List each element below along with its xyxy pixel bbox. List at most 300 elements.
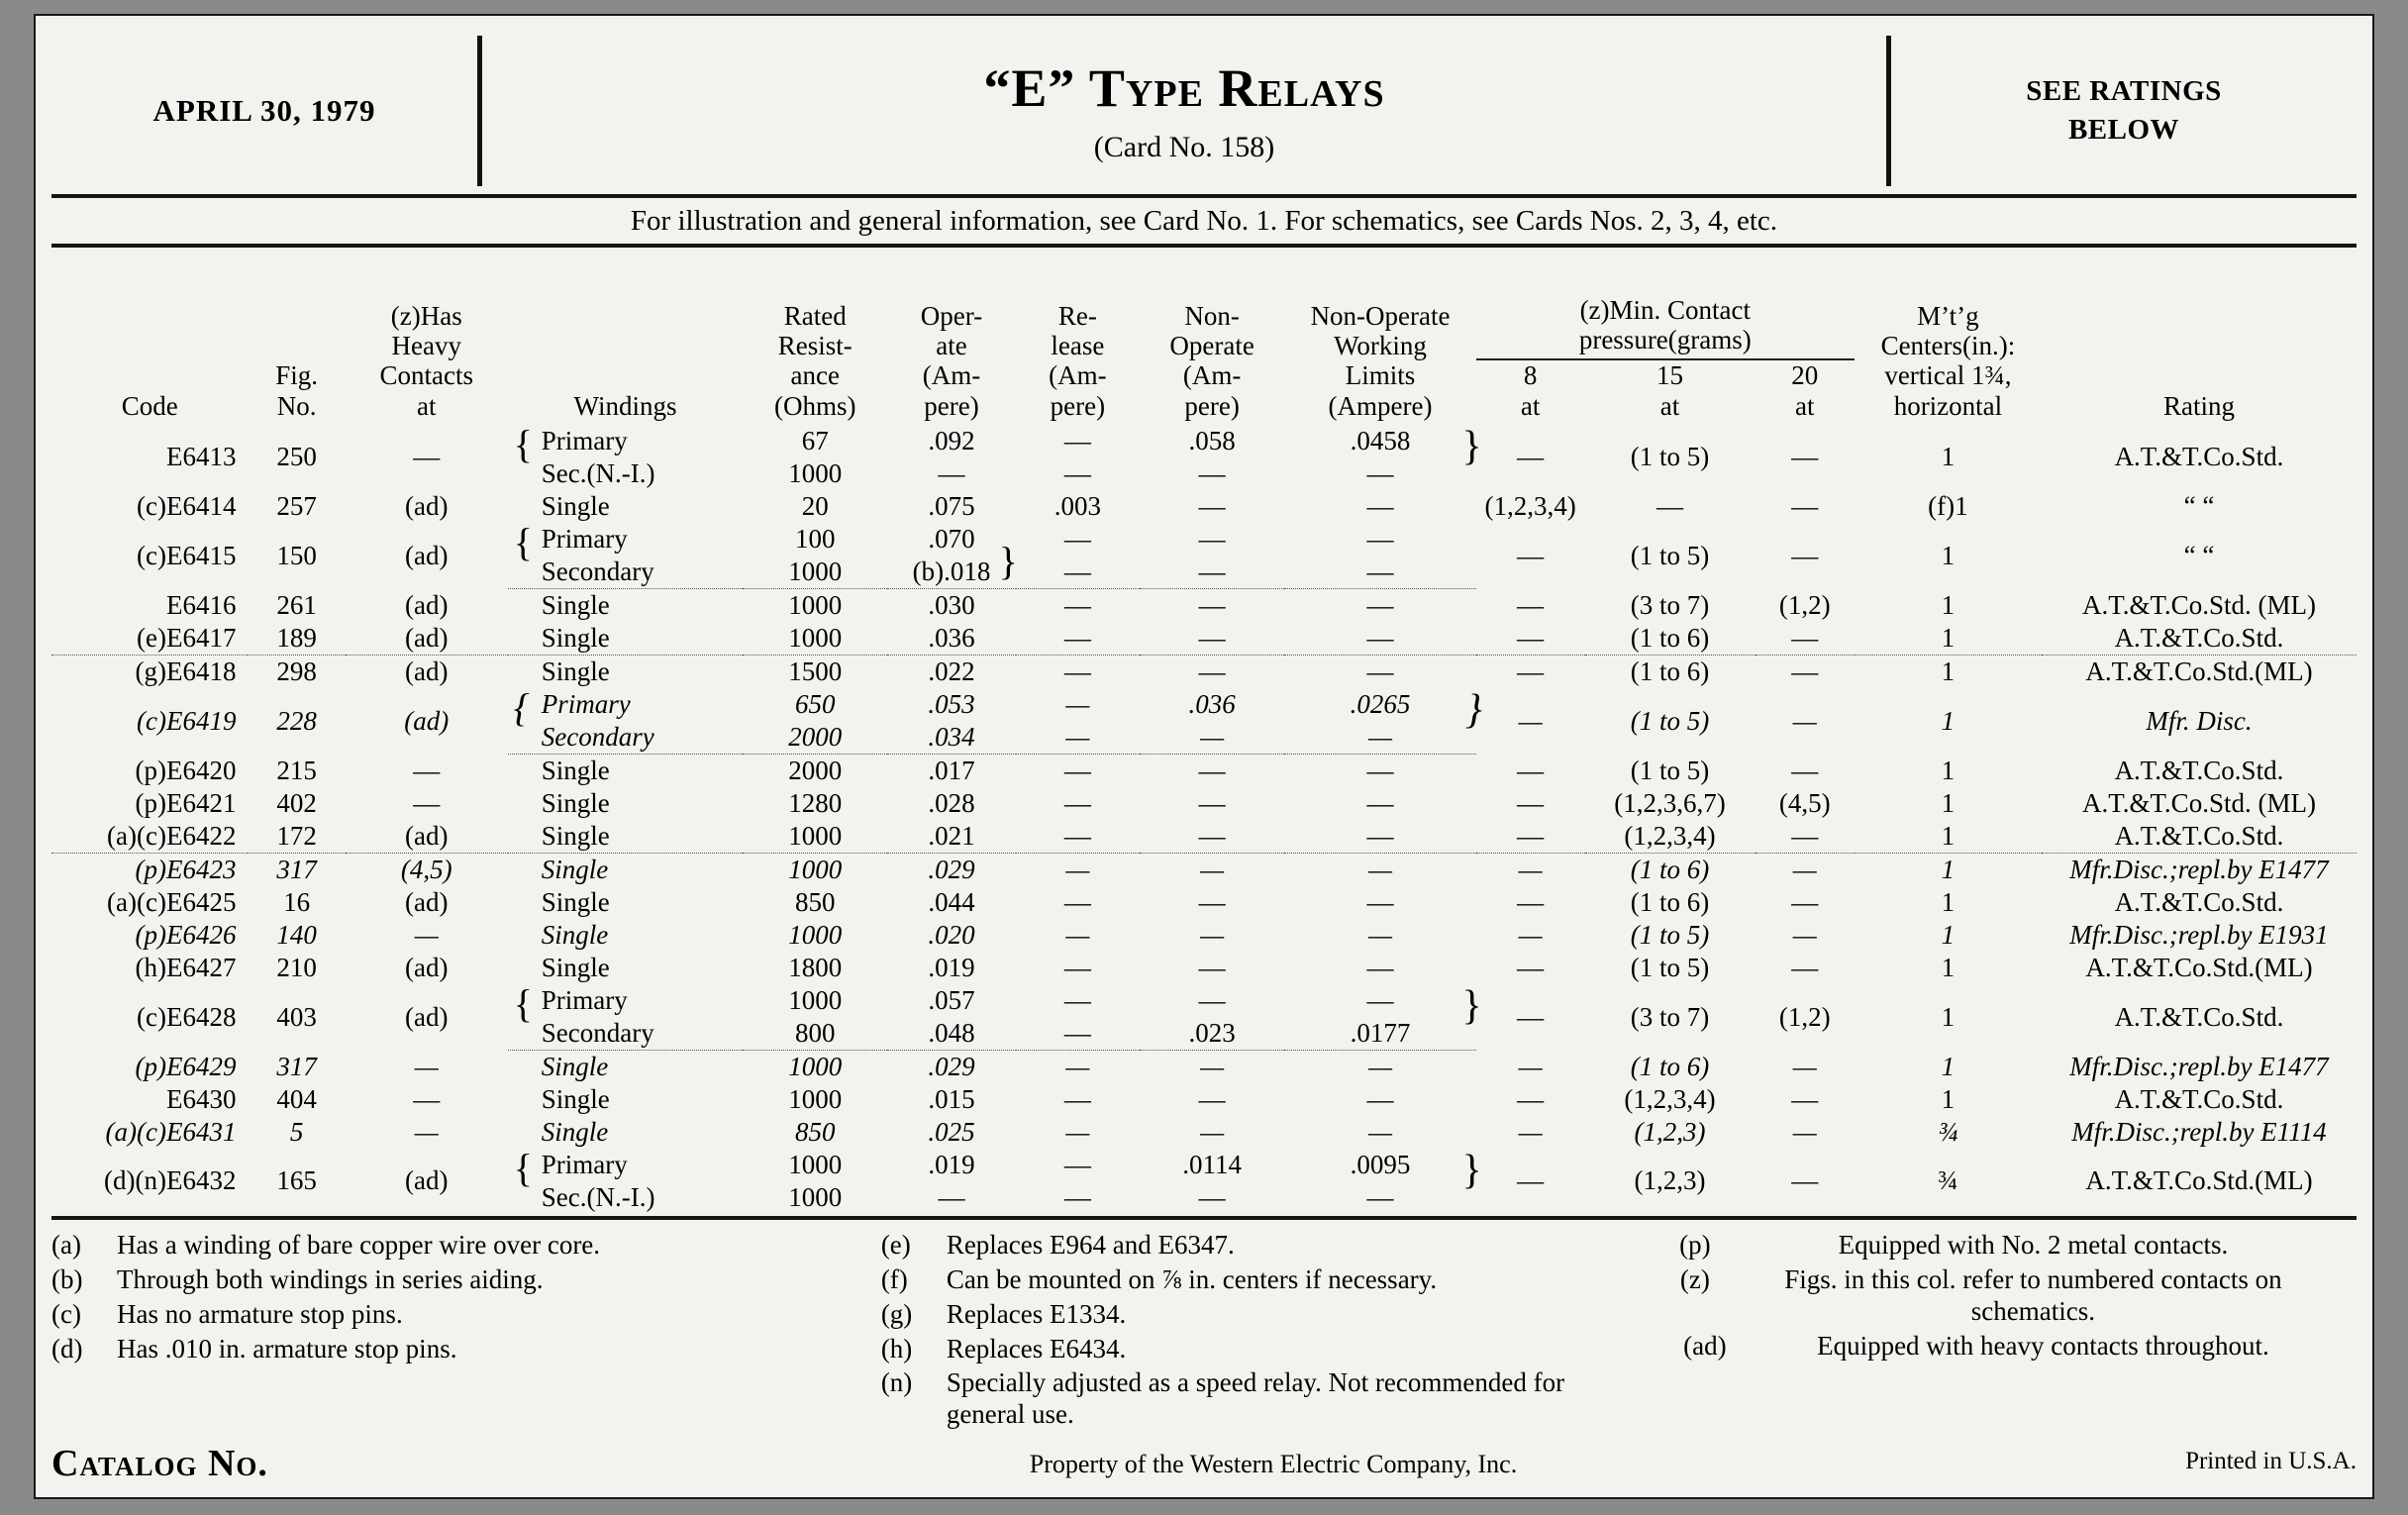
footnote-key: (a) [51,1229,81,1260]
footnote-item [51,1230,863,1262]
cell-non-operate: — [1198,523,1226,554]
cell-winding: Single [541,886,610,917]
cell-mounting-centers: 1 [1941,1001,1956,1032]
cell-heavy-contacts: (ad) [405,656,449,686]
cell-fig-no: 150 [276,540,317,570]
cell-fig-no: 317 [276,854,317,884]
cell-operate: .057 [928,984,975,1015]
cell-code: (p)E6423 [135,854,237,884]
cell-operate: .034 [887,721,1016,755]
cell-fig-no: 228 [276,705,317,736]
cell-pressure-20: — [1791,540,1819,570]
cell-rating: A.T.&T.Co.Std. [2042,622,2357,656]
table-row[interactable] [51,1116,2357,1149]
cell-release: — [1016,622,1140,656]
cell-heavy-contacts: — [414,1116,439,1147]
footnote-item [881,1299,1645,1331]
cell-rating: A.T.&T.Co.Std. [2114,886,2284,917]
cell-pressure-8: — [1517,755,1545,785]
header-date: APRIL 30, 1979 [152,93,376,128]
footnote-text: Can be mounted on ⅞ in. centers if necessary. [946,1263,1438,1294]
cell-winding: Single [541,490,610,521]
cell-operate: .030 [928,589,975,620]
cell-rating: A.T.&T.Co.Std. [2114,1001,2284,1032]
cell-operate: .025 [928,1116,975,1147]
cell-winding: Secondary [508,1017,744,1051]
cell-non-operate: — [1198,589,1226,620]
cell-non-operate: — [1140,820,1285,854]
cell-non-operate: — [1198,755,1226,785]
cell-mounting-centers: 1 [1941,1051,1956,1081]
footnote-text: Has a winding of bare copper wire over core. [117,1229,601,1260]
cell-operate: .053 [928,688,975,719]
cell-operate: .020 [928,919,975,950]
cell-code: (a)(c)E6431 [105,1116,237,1147]
cell-pressure-15: (3 to 7) [1630,589,1710,620]
header-title-block [482,28,1886,194]
cell-heavy-contacts: (ad) [404,705,450,736]
col-code: Code [121,390,178,421]
cell-code: E6430 [165,1083,237,1114]
cell-operate: .028 [928,787,975,818]
cell-pressure-15: (1 to 6) [1630,886,1710,917]
cell-non-operate-working-limits: — [1366,523,1394,554]
cell-resistance: 1000 [788,457,843,488]
cell-non-operate: — [1140,556,1285,589]
footnote-text: Through both windings in series aiding. [117,1263,544,1294]
cell-pressure-15: (1 to 5) [1630,755,1710,785]
table-header-row [51,248,2357,359]
cell-code: (p)E6420 [135,755,237,785]
cell-heavy-contacts: — [413,755,441,785]
cell-code: (p)E6426 [135,919,237,950]
cell-non-operate-working-limits: — [1368,1051,1393,1081]
cell-winding: Single [541,1116,609,1147]
cell-resistance: 1000 [788,1083,843,1114]
see-ratings-line1: SEE RATINGS [2026,74,2222,107]
cell-resistance: 1000 [788,1149,843,1179]
cell-pressure-8: — [1517,1165,1545,1196]
cell-mounting-centers: (f)1 [1928,490,1968,521]
cell-pressure-20: — [1792,705,1817,736]
cell-pressure-8: — [1517,442,1545,472]
cell-pressure-20: — [1791,886,1819,917]
cell-rating: Mfr.Disc.;repl.by E1477 [2069,854,2329,884]
cell-resistance: 2000 [743,721,887,755]
footnote-text: Specially adjusted as a speed relay. Not recommended for general use. [946,1367,1565,1430]
cell-code: (p)E6421 [135,787,237,818]
cell-heavy-contacts: (ad) [405,886,449,917]
cell-release: — [1063,457,1091,488]
table-row[interactable] [51,820,2357,854]
cell-non-operate: .023 [1140,1017,1285,1051]
cell-resistance: 1000 [743,820,887,854]
col-non-operate-working-limits: Non-Operate Working Limits (Ampere) [1310,301,1451,421]
cell-resistance: 650 [794,688,836,719]
cell-pressure-8: — [1518,1051,1543,1081]
footnote-key: (z) [1679,1263,1710,1294]
cell-operate: .019 [928,952,975,982]
cell-release: .003 [1054,490,1101,521]
cell-pressure-15: (1 to 6) [1630,854,1710,884]
cell-rating: Mfr.Disc.;repl.by E1114 [2071,1116,2327,1147]
cell-heavy-contacts: — [413,442,441,472]
table-row[interactable] [51,1083,2357,1116]
cell-winding: Single [541,755,610,785]
cell-heavy-contacts: (ad) [405,1165,449,1196]
cell-pressure-8: — [1517,540,1545,570]
cell-non-operate: — [1198,656,1226,686]
cell-non-operate-working-limits: — [1366,952,1394,982]
cell-fig-no: 261 [276,589,317,620]
col-rated-resistance: Rated Resist- ance (Ohms) [773,301,856,421]
cell-operate: .075 [928,490,975,521]
cell-winding: { Primary [513,1145,628,1190]
cell-code: (c)E6414 [136,490,237,521]
footnote-key: (f) [880,1263,908,1294]
cell-resistance: 850 [794,886,836,917]
cell-resistance: 1000 [788,589,843,620]
col-pressure-8: 8 at [1520,360,1541,421]
cell-code: (c)E6415 [136,540,237,570]
cell-fig-no: 165 [276,1165,317,1196]
cell-pressure-15: (1 to 5) [1630,705,1710,736]
cell-pressure-8: — [1517,787,1545,818]
table-row[interactable] [51,523,2357,556]
cell-pressure-15: (1 to 6) [1585,622,1756,656]
cell-code: (h)E6427 [135,952,237,982]
cell-code: E6416 [165,589,237,620]
cell-fig-no: 317 [276,1051,317,1081]
cell-pressure-20: (4,5) [1778,787,1831,818]
cell-fig-no: 250 [276,442,317,472]
cell-release: — [1063,886,1091,917]
cell-pressure-20: — [1792,1116,1817,1147]
col-fig-no: Fig. No. [275,360,318,421]
cell-non-operate: — [1198,984,1226,1015]
cell-heavy-contacts: (ad) [405,1001,449,1032]
cell-fig-no: 210 [276,952,317,982]
cell-code: (a)(c)E6425 [107,886,237,917]
cell-heavy-contacts: (ad) [346,622,508,656]
footnote-text: Replaces E1334. [946,1298,1127,1329]
footnote-item [881,1334,1645,1365]
table-row[interactable] [51,1149,2357,1181]
footnote-item [881,1230,1645,1262]
cell-winding: Single [508,622,744,656]
footnote-text: Equipped with heavy contacts throughout. [1817,1330,2269,1361]
cell-winding: Single [541,952,610,982]
cell-pressure-15: (1 to 5) [1630,952,1710,982]
general-info-note: For illustration and general information, see Card No. 1. For schematics, see Cards Nos. 2, 3, 4, etc. [630,205,1778,237]
cell-non-operate: — [1200,854,1225,884]
col-pressure-15: 15 at [1656,360,1684,421]
cell-operate: .048 [887,1017,1016,1051]
cell-pressure-15: (1,2,3) [1634,1116,1706,1147]
footnote-item [881,1367,1645,1431]
table-row[interactable] [51,688,2357,721]
col-heavy-contacts: (z)Has Heavy Contacts at [379,301,473,421]
catalog-card [34,14,2374,1499]
cell-pressure-15: (1 to 5) [1630,442,1710,472]
cell-pressure-20: (1,2) [1778,1001,1831,1032]
cell-code: E6413 [165,442,237,472]
cell-winding: { Primary [513,519,628,564]
footnote-text: Figs. in this col. refer to numbered contacts on schematics. [1784,1263,2282,1326]
cell-operate: .044 [928,886,975,917]
table-row[interactable] [51,754,2357,787]
table-row[interactable] [51,919,2357,952]
cell-mounting-centers: 1 [1941,787,1956,818]
footnotes-column-3 [1662,1230,2357,1434]
relay-specs-table [51,248,2357,1214]
footnote-text: Has .010 in. armature stop pins. [117,1333,457,1364]
footnote-key: (g) [880,1298,913,1329]
cell-winding: Single [541,589,610,620]
table-body [51,421,2357,1214]
cell-pressure-8: — [1517,952,1545,982]
cell-resistance: 1000 [788,1181,843,1212]
cell-release: — [1065,688,1090,719]
cell-rating: “ “ [2183,540,2215,570]
col-pressure-20: 20 at [1791,360,1819,421]
cell-operate: — [938,457,965,488]
footnote-item [51,1334,863,1365]
cell-release: — [1063,787,1091,818]
cell-pressure-8: — [1517,1083,1545,1114]
col-mounting-centers: M’t’g Centers(in.): vertical 1¾, horizontal [1880,301,2016,421]
cell-pressure-8: — [1476,820,1585,854]
cell-pressure-15: (1,2,3,4) [1585,820,1756,854]
cell-resistance: 1000 [788,984,843,1015]
cell-operate: .017 [928,755,975,785]
cell-non-operate-working-limits: — [1366,1181,1394,1212]
cell-non-operate-working-limits: .0458 } [1350,423,1482,469]
cell-release: — [1016,1017,1140,1051]
cell-pressure-20: — [1791,656,1819,686]
cell-operate: .092 [928,425,975,455]
cell-non-operate-working-limits: .0177 [1284,1017,1475,1051]
cell-operate: .021 [887,820,1016,854]
cell-resistance: 850 [794,1116,836,1147]
cell-pressure-20: — [1791,442,1819,472]
cell-non-operate: — [1198,457,1226,488]
cell-resistance: 800 [743,1017,887,1051]
cell-release: — [1065,854,1090,884]
footnotes [51,1230,2357,1434]
table-row[interactable] [51,490,2357,523]
table-row[interactable] [51,886,2357,919]
see-ratings-line2: BELOW [2067,114,2180,146]
cell-non-operate-working-limits: — [1368,1116,1393,1147]
cell-mounting-centers: 1 [1941,919,1956,950]
footnote-key: (b) [51,1263,83,1294]
card-number: (Card No. 158) [1093,131,1275,163]
table-row[interactable] [51,655,2357,688]
card-inner [51,28,2357,1491]
cell-rating: Mfr.Disc.;repl.by E1931 [2069,919,2329,950]
cell-non-operate: .036 [1188,688,1236,719]
cell-mounting-centers: 1 [1941,656,1956,686]
cell-release: — [1065,1116,1090,1147]
cell-resistance: 20 [801,490,829,521]
cell-pressure-8: — [1517,656,1545,686]
table-row[interactable] [51,853,2357,886]
cell-rating: A.T.&T.Co.Std.(ML) [2085,952,2313,982]
col-windings: Windings [573,390,677,421]
cell-release: — [1063,523,1091,554]
cell-winding: { Primary [513,421,628,466]
page-title: “E” Type Relays [983,58,1385,118]
cell-operate: — [938,1181,965,1212]
cell-non-operate-working-limits: — [1366,457,1394,488]
cell-release: — [1063,755,1091,785]
catalog-no-label: Catalog No. [51,1443,268,1484]
cell-non-operate-working-limits: — [1284,721,1475,755]
cell-pressure-8: — [1517,589,1545,620]
cell-rating: A.T.&T.Co.Std. [2114,755,2284,785]
cell-release: — [1063,1181,1091,1212]
cell-rating: A.T.&T.Co.Std. [2042,820,2357,854]
cell-non-operate-working-limits: — [1366,886,1394,917]
cell-non-operate-working-limits: — [1366,589,1394,620]
cell-pressure-20: — [1791,755,1819,785]
cell-mounting-centers: 1 [1855,820,2042,854]
cell-fig-no: 404 [276,1083,317,1114]
cell-pressure-20: — [1791,952,1819,982]
cell-winding: Secondary [508,556,744,589]
cell-non-operate-working-limits: — [1366,490,1394,521]
cell-pressure-20: — [1756,622,1855,656]
cell-heavy-contacts: (ad) [405,490,449,521]
cell-resistance: 2000 [788,755,843,785]
cell-winding: Sec.(N.-I.) [541,1181,655,1212]
cell-winding: Single [541,656,610,686]
cell-pressure-8: — [1517,886,1545,917]
footnote-key: (d) [51,1333,83,1364]
cell-operate: .029 [928,1051,975,1081]
cell-operate: .015 [928,1083,975,1114]
cell-mounting-centers: ¾ [1938,1165,1958,1196]
cell-resistance: 1000 [788,919,843,950]
cell-mounting-centers: 1 [1855,622,2042,656]
cell-pressure-15: (1,2,3,4) [1624,1083,1716,1114]
cell-rating: A.T.&T.Co.Std. (ML) [2081,589,2316,620]
cell-non-operate: — [1198,952,1226,982]
cell-fig-no: 16 [283,886,311,917]
cell-non-operate-working-limits: — [1366,656,1394,686]
cell-resistance: 1000 [743,622,887,656]
cell-heavy-contacts: (ad) [346,820,508,854]
cell-non-operate: — [1200,919,1225,950]
cell-non-operate: — [1140,721,1285,755]
table-row[interactable] [51,787,2357,820]
cell-rating: “ “ [2183,490,2215,521]
printed-in-usa: Printed in U.S.A. [2185,1448,2357,1474]
cell-non-operate-working-limits: — [1284,622,1475,656]
cell-non-operate: — [1198,886,1226,917]
col-contact-pressure-group: (z)Min. Contact pressure(grams) [1476,248,1855,359]
cell-mounting-centers: 1 [1941,854,1956,884]
footnotes-column-2 [881,1230,1662,1434]
col-rating: Rating [2162,390,2235,421]
cell-resistance: 1280 [788,787,843,818]
footnote-key: (e) [880,1229,911,1260]
footnote-key: (ad) [1683,1330,1727,1361]
cell-operate: .070 [928,523,975,554]
cell-winding: { Primary [513,684,631,730]
cell-resistance: 1800 [788,952,843,982]
cell-pressure-8: — [1517,1001,1545,1032]
cell-winding: Single [541,919,609,950]
cell-resistance: 1000 [788,854,843,884]
cell-pressure-8: — [1518,705,1543,736]
footnote-item [1662,1230,2339,1262]
cell-rating: A.T.&T.Co.Std. [2114,442,2284,472]
cell-release: — [1063,984,1091,1015]
cell-winding: Single [541,1051,609,1081]
cell-non-operate-working-limits: .0095 } [1350,1147,1482,1193]
cell-release: — [1063,425,1091,455]
property-notice: Property of the Western Electric Company, Inc. [1029,1450,1518,1478]
footnote-item [51,1264,863,1296]
cell-non-operate-working-limits: — } [1366,982,1482,1029]
cell-winding: Single [541,1083,610,1114]
cell-heavy-contacts: — [414,1051,439,1081]
table-row[interactable] [51,1050,2357,1083]
cell-resistance: 100 [794,523,836,554]
cell-code: (g)E6418 [135,656,237,686]
cell-non-operate: — [1198,787,1226,818]
cell-release: — [1063,1149,1091,1179]
card-footer [51,1442,2357,1485]
cell-rating: A.T.&T.Co.Std. [2114,1083,2284,1114]
table-row[interactable] [51,588,2357,622]
cell-pressure-20: (1,2) [1778,589,1831,620]
cell-release: — [1016,556,1140,589]
cell-release: — [1063,589,1091,620]
cell-pressure-15: (1 to 6) [1630,1051,1710,1081]
cell-fig-no: 215 [276,755,317,785]
cell-mounting-centers: 1 [1941,755,1956,785]
cell-non-operate-working-limits: — [1366,1083,1394,1114]
cell-rating: A.T.&T.Co.Std.(ML) [2085,656,2313,686]
cell-operate: .029 [928,854,975,884]
cell-mounting-centers: 1 [1941,705,1956,736]
cell-pressure-15: (1 to 6) [1630,656,1710,686]
table-row[interactable] [51,425,2357,457]
footnote-text: Replaces E964 and E6347. [946,1229,1235,1260]
cell-operate: .019 [928,1149,975,1179]
cell-rating: Mfr.Disc.;repl.by E1477 [2069,1051,2329,1081]
cell-non-operate: — [1198,490,1226,521]
footnote-key: (n) [880,1367,913,1398]
cell-mounting-centers: 1 [1941,540,1956,570]
cell-rating: A.T.&T.Co.Std. (ML) [2081,787,2316,818]
cell-code: (p)E6429 [135,1051,237,1081]
cell-non-operate-working-limits: — [1368,854,1393,884]
cell-non-operate-working-limits: — [1368,919,1393,950]
table-row[interactable] [51,984,2357,1017]
cell-pressure-15: — [1656,490,1684,521]
cell-pressure-20: — [1792,919,1817,950]
table-row[interactable] [51,952,2357,984]
table-row[interactable] [51,622,2357,656]
cell-pressure-20: — [1791,490,1819,521]
footnote-item [881,1264,1645,1296]
cell-mounting-centers: 1 [1941,952,1956,982]
cell-heavy-contacts: (ad) [405,952,449,982]
